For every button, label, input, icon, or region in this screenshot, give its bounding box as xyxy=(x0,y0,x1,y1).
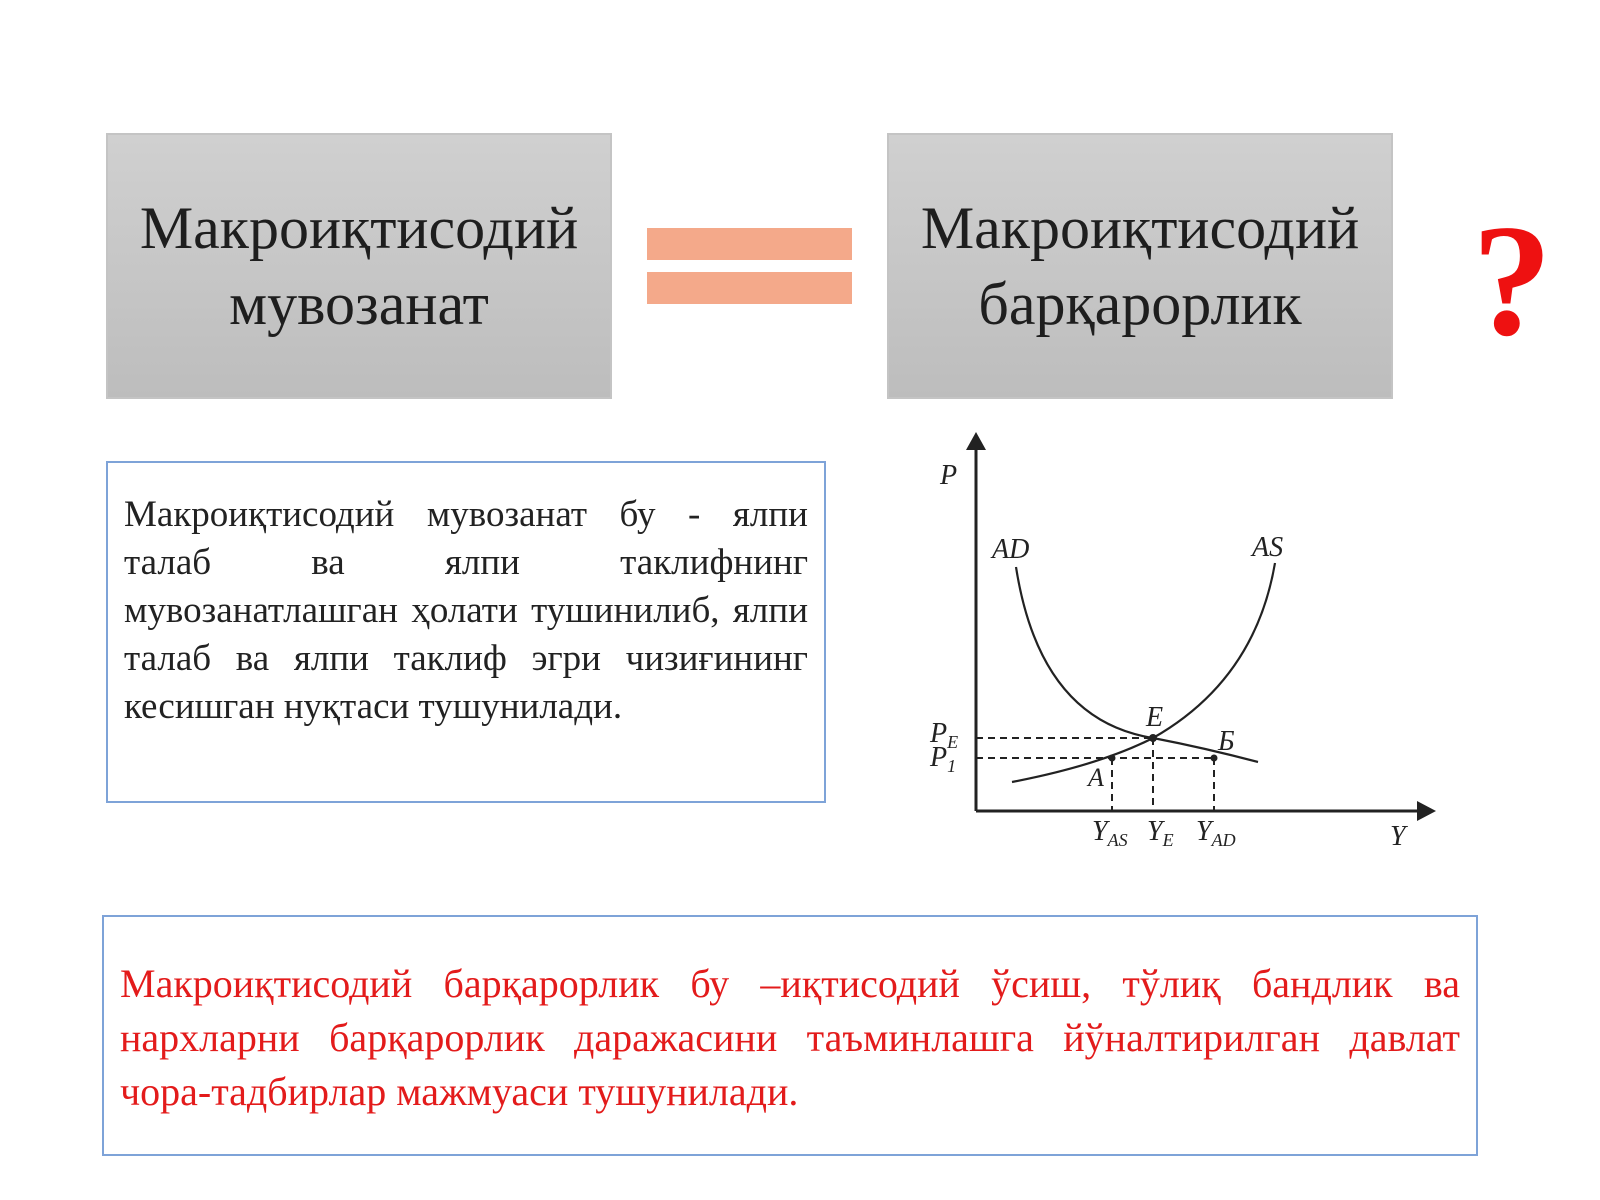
yas-label xyxy=(1092,816,1128,850)
ye-label xyxy=(1147,816,1174,850)
ye-label-main: Y xyxy=(1147,816,1163,847)
equals-sign-bottom-bar xyxy=(647,272,852,304)
p1-label-sub: 1 xyxy=(947,756,957,776)
equilibrium-title-line1: Макроиқтисодий xyxy=(139,195,579,261)
yad-label-sub: AD xyxy=(1211,830,1236,850)
point-e-dot xyxy=(1149,734,1157,742)
point-a-dot xyxy=(1109,755,1116,762)
point-e-label: E xyxy=(1146,702,1164,733)
yas-label-sub: AS xyxy=(1107,830,1128,850)
equilibrium-definition-box xyxy=(106,461,826,803)
equilibrium-title-box xyxy=(106,133,612,399)
axis-p-label: P xyxy=(940,460,958,491)
stability-title-line1: Макроиқтисодий xyxy=(920,195,1360,261)
ye-label-sub: E xyxy=(1162,830,1174,850)
ad-as-diagram xyxy=(900,430,1460,860)
stability-definition-text: Макроиқтисодий барқарорлик бу –иқтисодий ўсиш, тўлиқ бандлик ва нархларни барқарорлик даражасини таъминлашга йўналтирилган давлат чора-тадбирлар мажмуаси тушунилади. xyxy=(120,961,1460,1114)
pe-label-sub: E xyxy=(947,732,959,752)
question-mark: ? xyxy=(1472,191,1552,369)
equilibrium-definition-text: Макроиқтисодий мувозанат бу - ялпи талаб ва ялпи таклифнинг мувозанатлашган ҳолати тушинилиб, ялпи талаб ва ялпи таклиф эгри чизиғининг кесишган нуқтаси тушунилади. xyxy=(124,494,808,727)
ad-curve-label: AD xyxy=(992,534,1030,565)
p1-label-main: P xyxy=(930,742,948,773)
point-a-label: A xyxy=(1088,763,1104,792)
stability-title-line2: барқарорлик xyxy=(978,271,1302,337)
yad-label xyxy=(1196,816,1236,850)
point-b-dot xyxy=(1211,755,1218,762)
as-curve-label: AS xyxy=(1252,532,1284,563)
point-b-label: Б xyxy=(1218,726,1235,757)
y-axis-arrow xyxy=(1417,801,1436,821)
equals-sign-top-bar xyxy=(647,228,852,260)
pe-label-main: P xyxy=(930,718,948,749)
equilibrium-title-line2: мувозанат xyxy=(229,271,489,337)
stability-title-box xyxy=(887,133,1393,399)
p-axis-arrow xyxy=(966,432,986,450)
yas-label-main: Y xyxy=(1092,816,1108,847)
stability-definition-box xyxy=(102,915,1478,1156)
yad-label-main: Y xyxy=(1196,816,1212,847)
axis-y-label: Y xyxy=(1390,821,1406,852)
